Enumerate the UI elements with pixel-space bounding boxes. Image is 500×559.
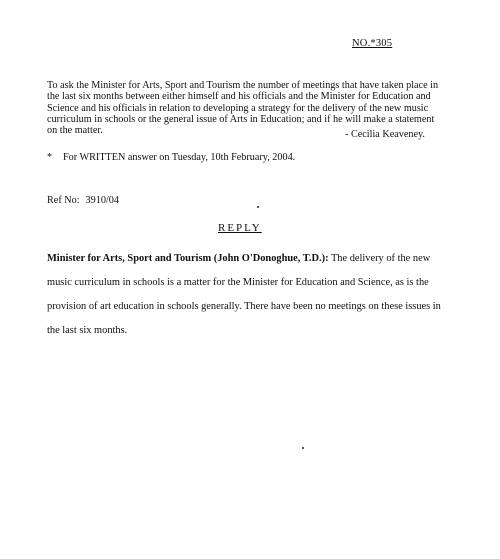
asterisk-marker: * <box>47 152 53 163</box>
reference-label: Ref No: <box>47 195 80 206</box>
question-number: NO.*305 <box>352 38 393 49</box>
written-answer-text: For WRITTEN answer on Tuesday, 10th February, 2004. <box>63 152 296 163</box>
reply-heading: REPLY <box>218 222 262 234</box>
reference-value: 3910/04 <box>85 195 119 206</box>
answer-paragraph <box>47 247 453 343</box>
asker-name: - Cecilia Keaveney. <box>345 129 425 140</box>
written-answer-note <box>47 152 295 163</box>
answer-text: The delivery of the new music curriculum in schools is a matter for the Minister for Education and Science, as is the provision of art education in schools generally. There have been no meetings on these issues in the last six months. <box>47 253 441 336</box>
scan-speck <box>257 206 259 208</box>
question-text: To ask the Minister for Arts, Sport and Tourism the number of meetings that have taken place in the last six months between either himself and his officials and the Minister for Education and Science and his officials in relation to developing a strategy for the delivery of the new music curriculum in schools or the general issue of Arts in Education; and if he will make a statement on the matter. <box>47 80 439 137</box>
answer-speaker: Minister for Arts, Sport and Tourism (John O'Donoghue, T.D.): <box>47 253 329 264</box>
reference-number <box>47 195 119 206</box>
scan-speck <box>302 447 304 449</box>
